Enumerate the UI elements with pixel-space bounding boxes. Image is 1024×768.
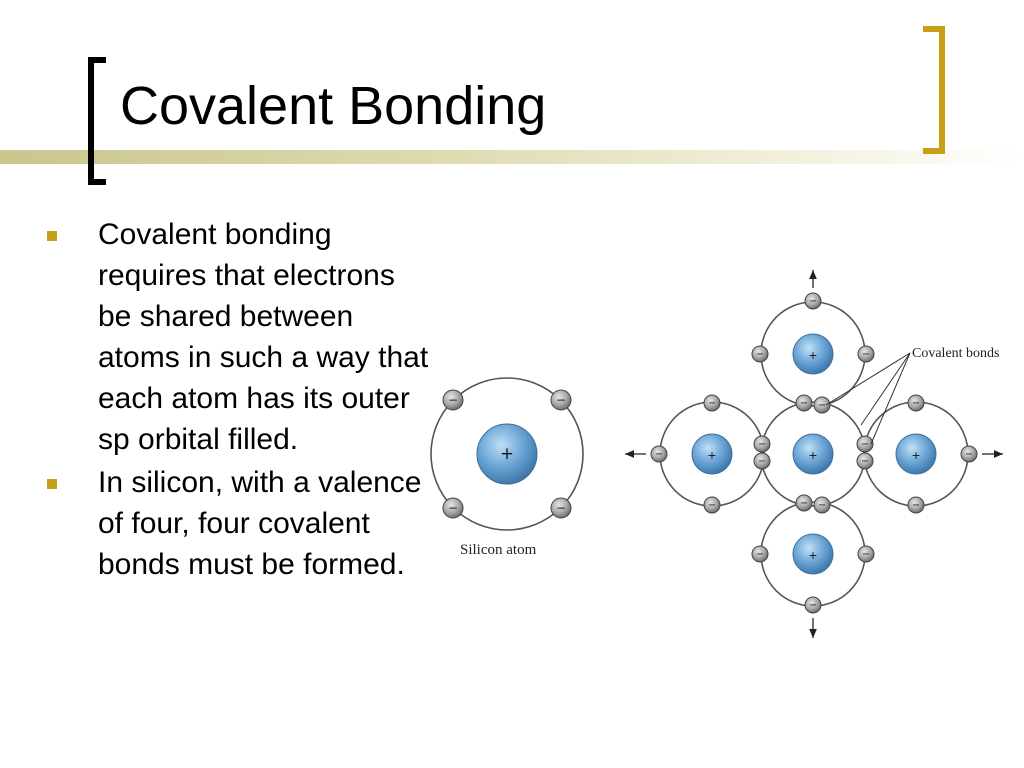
bullet-text: In silicon, with a valence of four, four covalent bonds must be formed. bbox=[98, 466, 422, 581]
electron-minus-sign: − bbox=[861, 549, 871, 561]
electron-minus-sign: − bbox=[757, 439, 767, 451]
electron-minus-sign: − bbox=[817, 500, 827, 512]
covalent-bonds-leader-line bbox=[871, 353, 910, 444]
bullet-list bbox=[40, 214, 430, 587]
electron-minus-sign: − bbox=[447, 501, 459, 515]
electron-minus-sign: − bbox=[964, 449, 974, 461]
left-bracket-decoration bbox=[88, 57, 106, 185]
nucleus-plus-sign: + bbox=[808, 349, 818, 362]
nucleus-plus-sign: + bbox=[808, 449, 818, 462]
square-bullet-icon bbox=[47, 231, 57, 241]
electron-minus-sign: − bbox=[808, 296, 818, 308]
bullet-text: Covalent bonding requires that electrons be shared between atoms in such a way that each atom has its outer sp orbital filled. bbox=[98, 218, 429, 456]
electron-minus-sign: − bbox=[860, 439, 870, 451]
nucleus-plus-sign: + bbox=[808, 549, 818, 562]
electron-minus-sign: − bbox=[911, 398, 921, 410]
electron-minus-sign: − bbox=[654, 449, 664, 461]
bullet-item bbox=[40, 214, 430, 460]
electron-minus-sign: − bbox=[755, 549, 765, 561]
right-bracket-decoration bbox=[923, 26, 945, 154]
electron-minus-sign: − bbox=[808, 600, 818, 612]
nucleus-plus-sign: + bbox=[500, 444, 514, 463]
electron-minus-sign: − bbox=[757, 456, 767, 468]
slide-title: Covalent Bonding bbox=[120, 76, 547, 136]
electron-minus-sign: − bbox=[447, 393, 459, 407]
electron-minus-sign: − bbox=[555, 393, 567, 407]
electron-minus-sign: − bbox=[861, 349, 871, 361]
electron-minus-sign: − bbox=[799, 398, 809, 410]
nucleus-plus-sign: + bbox=[707, 449, 717, 462]
covalent-bonds-leader-line bbox=[861, 353, 910, 425]
electron-minus-sign: − bbox=[911, 500, 921, 512]
covalent-bonds-label: Covalent bonds bbox=[912, 346, 1000, 361]
silicon-bonding-diagram bbox=[415, 255, 1024, 645]
electron-minus-sign: − bbox=[755, 349, 765, 361]
electron-minus-sign: − bbox=[707, 500, 717, 512]
electron-minus-sign: − bbox=[860, 456, 870, 468]
bullet-item bbox=[40, 462, 430, 585]
title-band bbox=[0, 150, 1024, 164]
electron-minus-sign: − bbox=[817, 400, 827, 412]
electron-minus-sign: − bbox=[555, 501, 567, 515]
electron-minus-sign: − bbox=[799, 498, 809, 510]
silicon-atom-label: Silicon atom bbox=[460, 542, 537, 558]
electron-minus-sign: − bbox=[707, 398, 717, 410]
square-bullet-icon bbox=[47, 479, 57, 489]
nucleus-plus-sign: + bbox=[911, 449, 921, 462]
